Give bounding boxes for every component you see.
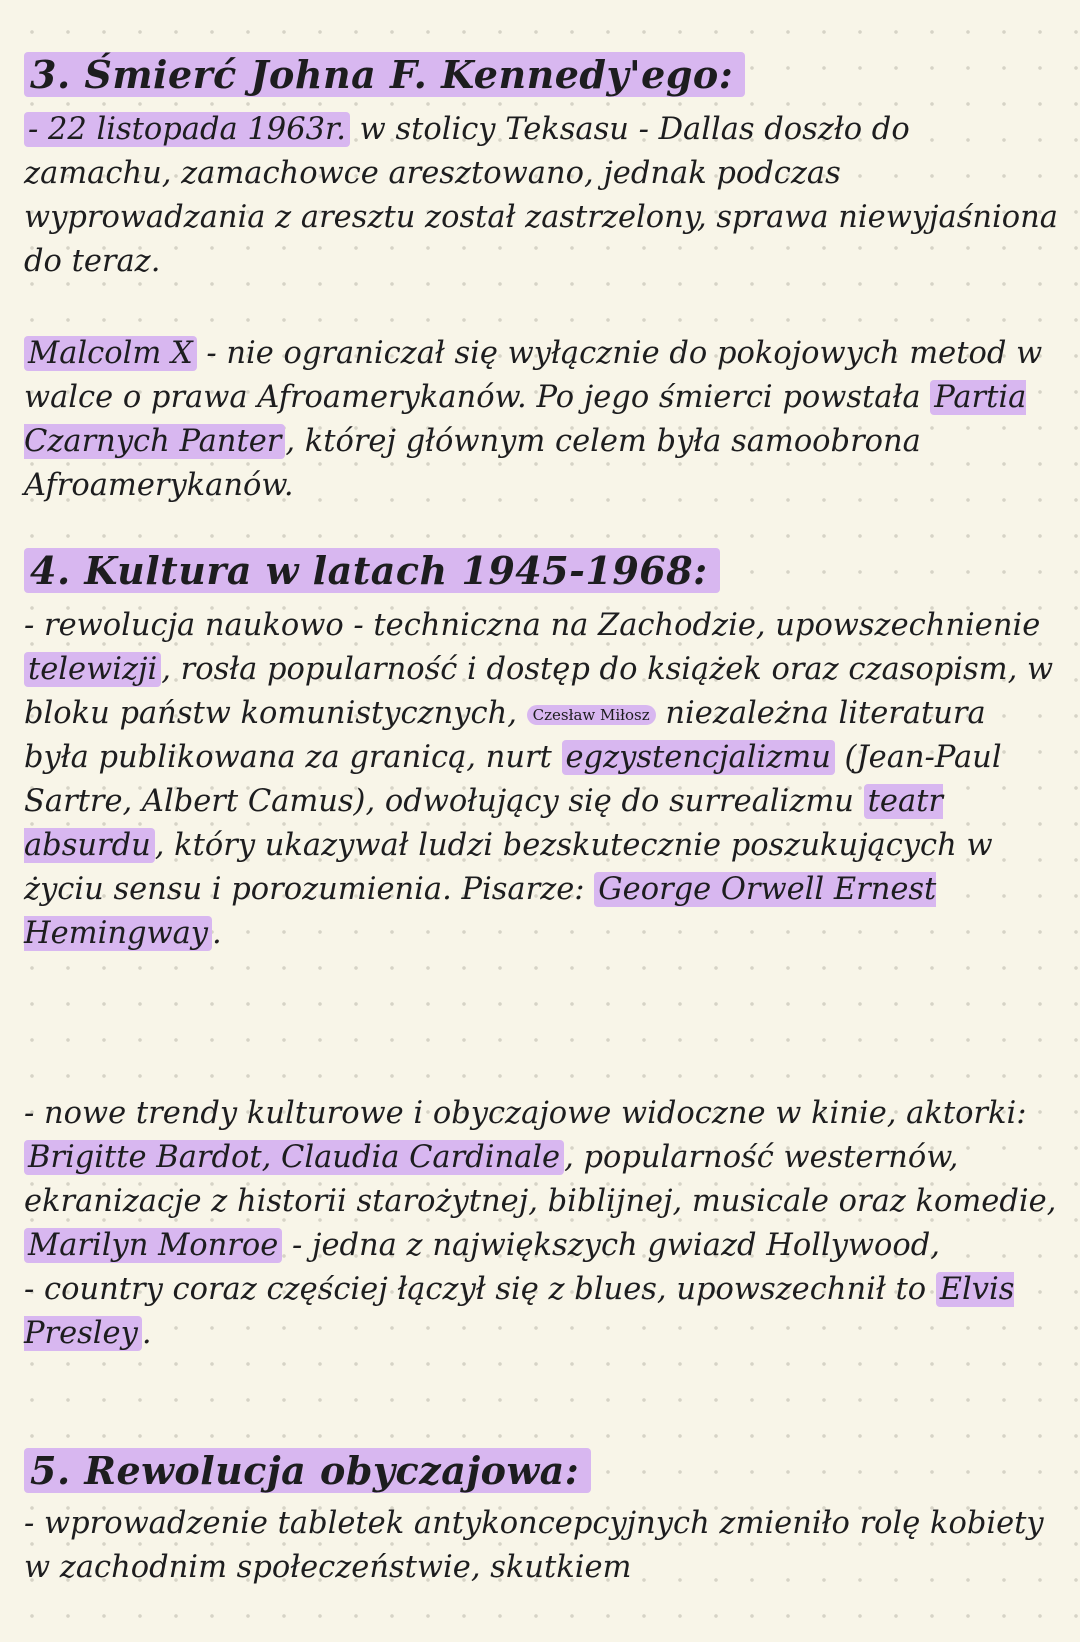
television-highlight: telewizji bbox=[24, 652, 161, 687]
section-5 bbox=[24, 1448, 1060, 1590]
section-4 bbox=[24, 548, 1060, 956]
writers-highlight: George Orwell Ernest Hemingway bbox=[24, 872, 937, 951]
section-4-paragraph-1: - rewolucja naukowo - techniczna na Zachodzie, upowszechnienie telewizji , rosła popularność i dostęp do książek oraz czasopism, w bloku państw komunistycznych, Czesław Miłosz niezależna literatura była publikowana za granicą, nurt egzystencjalizmu (Jean-Paul Sartre, Albert Camus), odwołujący się do surrealizmu teatr absurdu , który ukazywał ludzi bezskutecznie poszukujących w życiu sensu i porozumienia. Pisarze: George Orwell Ernest Hemingway . bbox=[24, 608, 1054, 951]
section-4-continued bbox=[24, 1092, 1060, 1356]
section-3-paragraph-1: - 22 listopada 1963r. w stolicy Teksasu - Dallas doszło do zamachu, zamachowce aresztowano, jednak podczas wyprowadzania z aresztu został zastrzelony, sprawa niewyjaśniona do teraz. bbox=[24, 112, 1058, 279]
kennedy-date-highlight: - 22 listopada 1963r. bbox=[24, 112, 350, 147]
section-3-paragraph-2: Malcolm X - nie ograniczał się wyłącznie do pokojowych metod w walce o prawa Afroamerykanów. Po jego śmierci powstała Partia Czarnych Panter , której głównym celem była samoobrona Afroamerykanów. bbox=[24, 336, 1043, 503]
marilyn-monroe-highlight: Marilyn Monroe bbox=[24, 1228, 282, 1263]
existentialism-highlight: egzystencjalizmu bbox=[562, 740, 835, 775]
actresses-highlight: Brigitte Bardot, Claudia Cardinale bbox=[24, 1140, 564, 1175]
section-5-paragraph-1: - wprowadzenie tabletek antykoncepcyjnych zmieniło rolę kobiety w zachodnim społeczeństwie, skutkiem bbox=[24, 1506, 1044, 1585]
milosz-note: Czesław Miłosz bbox=[527, 705, 656, 725]
section-4-paragraph-2: - nowe trendy kulturowe i obyczajowe widoczne w kinie, aktorki: Brigitte Bardot, Claudia Cardinale , popularność westernów, ekranizacje z historii starożytnej, biblijnej, musicale oraz komedie, Marilyn Monroe - jedna z największych gwiazd Hollywood, bbox=[24, 1096, 1057, 1263]
section-5-heading: 5. Rewolucja obyczajowa: bbox=[24, 1448, 1060, 1494]
black-panther-party-highlight: Partia Czarnych Panter bbox=[24, 380, 1027, 459]
section-3-heading: 3. Śmierć Johna F. Kennedy'ego: bbox=[24, 52, 1060, 98]
elvis-presley-highlight: Elvis Presley bbox=[24, 1272, 1015, 1351]
section-3 bbox=[24, 52, 1060, 508]
malcolm-x-highlight: Malcolm X bbox=[24, 336, 197, 371]
section-4-paragraph-3: - country coraz częściej łączył się z blues, upowszechnił to Elvis Presley . bbox=[24, 1272, 1015, 1351]
section-4-heading: 4. Kultura w latach 1945-1968: bbox=[24, 548, 1060, 594]
theatre-of-absurd-highlight: teatr absurdu bbox=[24, 784, 943, 863]
